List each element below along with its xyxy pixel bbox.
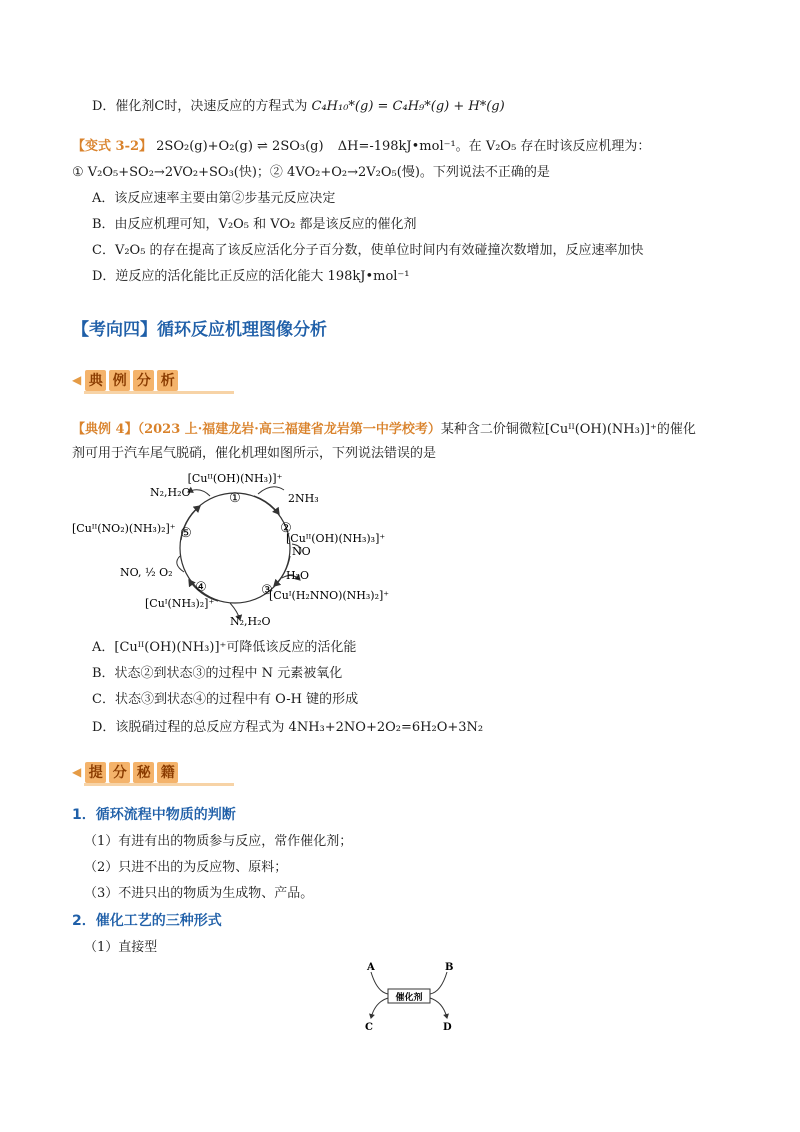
label-c: C [365, 1022, 373, 1033]
variant-option-a: A．该反应速率主要由第②步基元反应决定 [92, 191, 336, 206]
banner-char: 提 [85, 762, 106, 783]
banner-char: 籍 [157, 762, 178, 783]
example-option-c: C．状态③到状态④的过程中有 O-H 键的形成 [92, 692, 359, 707]
tip1-item-3: （3）不进只出的物质为生成物、产品。 [84, 886, 314, 901]
example-source: （2023 上·福建龙岩·高三福建省龙岩第一中学校考） [137, 422, 441, 437]
example-stem-1: 某种含二价铜微粒[Cuᴵᴵ(OH)(NH₃)]⁺的催化 [440, 422, 696, 437]
tip2-title: 2．催化工艺的三种形式 [72, 913, 222, 929]
banner-char: 分 [109, 762, 130, 783]
state-number-5: ⑤ [180, 526, 192, 541]
label-a: A [367, 962, 375, 973]
product-h2o: H₂O [286, 569, 310, 582]
species-3: [Cuᴵ(H₂NNO)(NH₃)₂]⁺ [269, 589, 390, 602]
catalyst-box-label: 催化剂 [395, 993, 423, 1003]
flow-out-c [371, 998, 388, 1018]
variant-option-c: C．V₂O₅ 的存在提高了该反应活化分子百分数，使单位时间内有效碰撞次数增加，反应速率加快 [92, 243, 644, 258]
direct-catalyst-diagram [355, 958, 465, 1034]
variant-header [72, 137, 650, 157]
flow-in-b [430, 972, 447, 994]
tip1-item-1: （1）有进有出的物质参与反应，常作催化剂； [84, 834, 353, 849]
branch-arrow [258, 487, 284, 494]
banner-char: 例 [109, 370, 130, 391]
catalytic-cycle-diagram [60, 460, 420, 630]
species-2: [Cuᴵᴵ(OH)(NH₃)₃]⁺ [286, 532, 386, 545]
variant-equation: 2SO₂(g)+O₂(g) ⇌ 2SO₃(g) [156, 139, 324, 154]
reagent-nh3: 2NH₃ [288, 492, 319, 505]
tip1-title: 1．循环流程中物质的判断 [72, 807, 236, 823]
banner-char: 分 [133, 370, 154, 391]
reagent-no-o2: NO, ½ O₂ [120, 566, 173, 579]
banner-underline [84, 783, 234, 786]
flow-out-d [430, 998, 447, 1018]
species-4: [Cuᴵ(NH₃)₂]⁺ [145, 597, 215, 610]
example-stem-2: 剂可用于汽车尾气脱硝，催化机理如图所示，下列说法错误的是 [72, 446, 437, 461]
tip2-item-1: （1）直接型 [84, 940, 158, 955]
label-d: D [443, 1022, 452, 1033]
banner-char: 秘 [133, 762, 154, 783]
species-1: [Cuᴵᴵ(OH)(NH₃)]⁺ [187, 472, 283, 485]
product-n2-h2o-bottom: N₂,H₂O [230, 615, 271, 628]
q3-option-d-equation: C₄H₁₀*(g) = C₄H₉*(g) + H*(g) [311, 99, 505, 114]
reagent-no: NO [292, 545, 311, 558]
state-number-4: ④ [195, 580, 207, 595]
speaker-icon: ◀ [72, 373, 82, 387]
example-option-b: B．状态②到状态③的过程中 N 元素被氧化 [92, 666, 343, 681]
banner-char: 析 [157, 370, 178, 391]
example-tag: 【典例 4】 [72, 422, 138, 437]
q3-option-d [92, 97, 505, 117]
q3-option-d-text: D．催化剂C时，决速反应的方程式为 [92, 99, 308, 114]
state-number-3: ③ [261, 583, 273, 598]
branch-arrow [188, 490, 210, 496]
speaker-icon: ◀ [72, 765, 82, 779]
tip1-item-2: （2）只进不出的为反应物、原料； [84, 860, 288, 875]
banner-char: 典 [85, 370, 106, 391]
variant-dh: ΔH=-198kJ•mol⁻¹。在 V₂O₅ 存在时该反应机理为： [337, 139, 651, 154]
variant-tag: 【变式 3-2】 [72, 139, 153, 154]
species-5: [Cuᴵᴵ(NO₂)(NH₃)₂]⁺ [72, 522, 176, 535]
banner-tips [72, 758, 242, 786]
state-number-2: ② [280, 521, 292, 536]
label-b: B [445, 962, 454, 973]
product-n2-h2o-top: N₂,H₂O [150, 486, 191, 499]
state-number-1: ① [229, 491, 241, 506]
banner-underline [84, 391, 234, 394]
example-option-a: A．[Cuᴵᴵ(OH)(NH₃)]⁺可降低该反应的活化能 [92, 640, 357, 655]
example-header [72, 420, 696, 440]
section-title: 【考向四】循环反应机理图像分析 [72, 320, 327, 340]
variant-option-b: B．由反应机理可知，V₂O₅ 和 VO₂ 都是该反应的催化剂 [92, 217, 417, 232]
banner-example-analysis [72, 366, 242, 394]
flow-in-a [371, 972, 388, 994]
example-option-d: D．该脱硝过程的总反应方程式为 4NH₃+2NO+2O₂=6H₂O+3N₂ [92, 720, 484, 735]
variant-mechanism: ① V₂O₅+SO₂→2VO₂+SO₃(快)；② 4VO₂+O₂→2V₂O₅(慢)。下列说法不正确的是 [72, 165, 550, 180]
variant-option-d: D．逆反应的活化能比正反应的活化能大 198kJ•mol⁻¹ [92, 269, 410, 284]
